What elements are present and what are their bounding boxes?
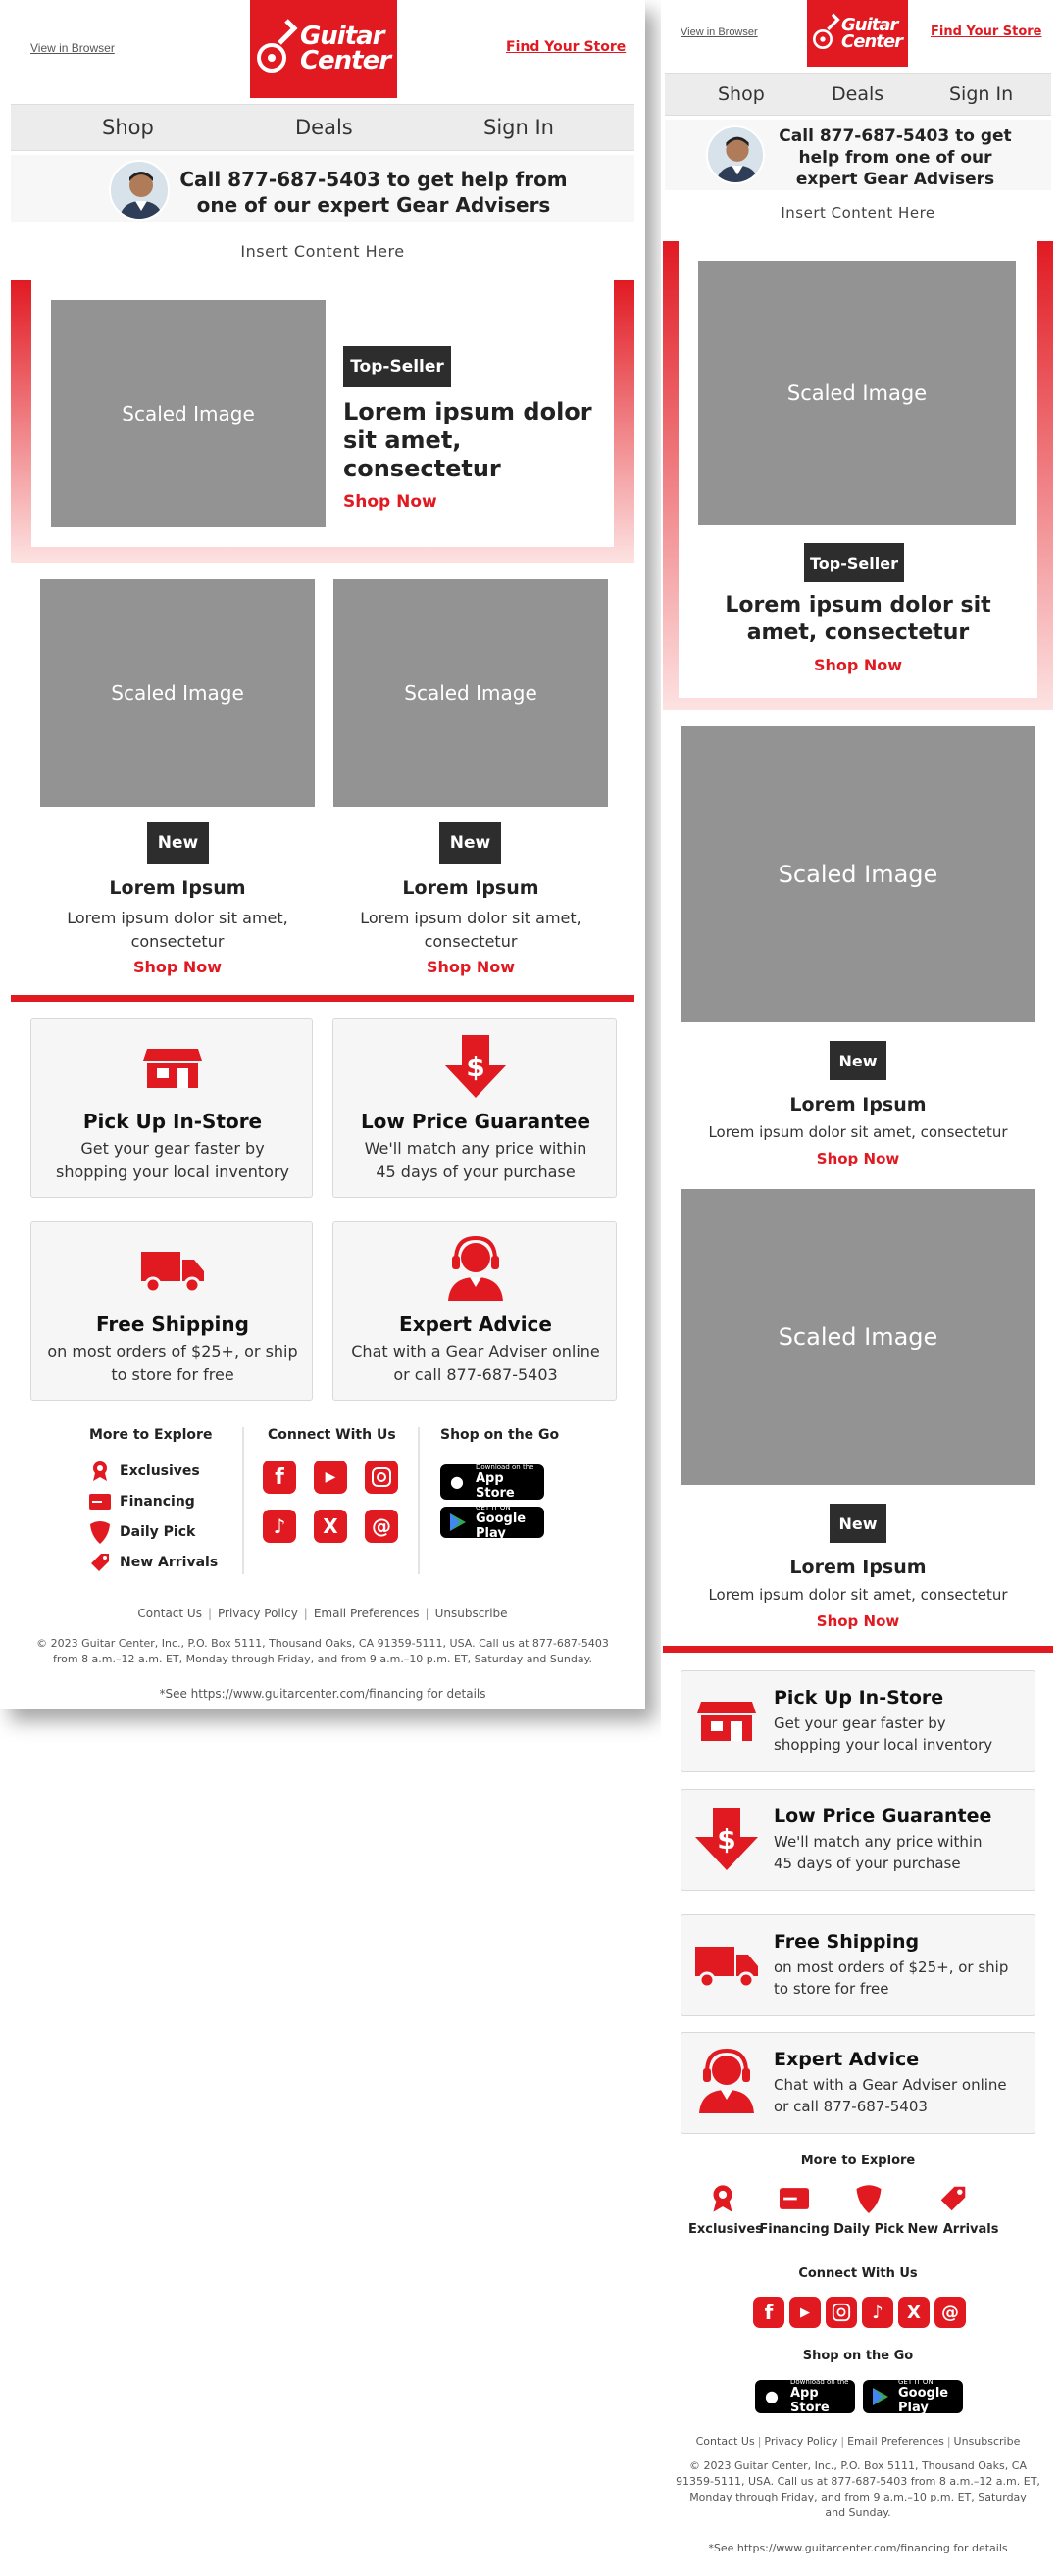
mobile-red-divider bbox=[663, 1646, 1053, 1653]
mobile-financing-note: *See https://www.guitarcenter.com/financing for details bbox=[708, 2542, 1008, 2554]
mobile-product-1-title[interactable]: Lorem Ipsum bbox=[789, 1094, 927, 1115]
mobile-hero-scaled-image[interactable]: Scaled Image bbox=[698, 261, 1016, 525]
mobile-privacy-policy-link[interactable]: Privacy Policy bbox=[764, 2435, 838, 2448]
explore-label-daily-pick: Daily Pick bbox=[120, 1524, 196, 1540]
legal-text bbox=[0, 1636, 645, 1667]
mobile-benefit-desc-advice bbox=[774, 2074, 1007, 2117]
mobile-google-play-badge[interactable] bbox=[863, 2380, 963, 2413]
mobile-tiktok-icon[interactable]: ♪ bbox=[862, 2297, 893, 2328]
mobile-app-store-badge[interactable] bbox=[755, 2380, 855, 2413]
mobile-connect-with-us-heading: Connect With Us bbox=[798, 2266, 918, 2281]
product-1-new-badge: New bbox=[147, 822, 209, 864]
mobile-explore-item-daily-pick[interactable] bbox=[832, 2184, 906, 2237]
top-seller-badge: Top-Seller bbox=[343, 346, 451, 387]
mobile-call-banner bbox=[665, 120, 1051, 190]
mobile-explore-label-exclusives: Exclusives bbox=[688, 2222, 763, 2237]
mobile-email-preferences-link[interactable]: Email Preferences bbox=[847, 2435, 944, 2448]
mobile-nav-shop[interactable]: Shop bbox=[718, 83, 765, 105]
mobile-benefit-card-shipping[interactable] bbox=[681, 1914, 1035, 2016]
threads-icon[interactable]: @ bbox=[365, 1510, 398, 1543]
delivery-truck-icon bbox=[141, 1248, 204, 1293]
mobile-explore-label-daily-pick: Daily Pick bbox=[833, 2222, 904, 2237]
product-1-desc-line-1: Lorem ipsum dolor sit amet, bbox=[67, 909, 288, 927]
mobile-hero-title[interactable] bbox=[679, 592, 1037, 647]
mobile-explore-item-exclusives[interactable] bbox=[688, 2184, 763, 2237]
footer-links: Contact Us | Privacy Policy | Email Preferences | Unsubscribe bbox=[137, 1607, 508, 1620]
find-your-store-link[interactable]: Find Your Store bbox=[506, 39, 627, 55]
guitar-icon bbox=[257, 19, 298, 79]
instagram-icon[interactable] bbox=[365, 1461, 398, 1494]
mobile-instagram-icon[interactable] bbox=[826, 2297, 857, 2328]
hero-card bbox=[31, 280, 614, 547]
mobile-benefit-desc-shipping-line-2: to store for free bbox=[774, 1980, 889, 1998]
mobile-benefit-card-price[interactable] bbox=[681, 1789, 1035, 1891]
mobile-product-2-scaled-image[interactable]: Scaled Image bbox=[681, 1189, 1035, 1485]
mobile-youtube-icon[interactable]: ▶ bbox=[789, 2297, 821, 2328]
benefit-card-price[interactable] bbox=[332, 1018, 617, 1198]
mobile-nav-deals[interactable]: Deals bbox=[832, 83, 884, 105]
app-store-big: App Store bbox=[476, 1471, 515, 1501]
call-banner bbox=[11, 155, 634, 222]
mobile-benefit-card-pickup[interactable] bbox=[681, 1670, 1035, 1772]
product-2-new-badge: New bbox=[439, 822, 501, 864]
mobile-benefit-desc-pickup-line-1: Get your gear faster by bbox=[774, 1714, 946, 1732]
mobile-threads-icon[interactable]: @ bbox=[934, 2297, 966, 2328]
mobile-top-seller-badge: Top-Seller bbox=[804, 543, 904, 582]
benefit-title-shipping: Free Shipping bbox=[96, 1313, 249, 1336]
benefit-title-pickup: Pick Up In-Store bbox=[82, 1110, 263, 1133]
mobile-benefit-title-advice: Expert Advice bbox=[774, 2049, 920, 2070]
mobile-product-1-scaled-image[interactable]: Scaled Image bbox=[681, 726, 1035, 1022]
mobile-find-your-store-link[interactable]: Find Your Store bbox=[931, 25, 1042, 39]
legal-line-1: © 2023 Guitar Center, Inc., P.O. Box 5111, Thousand Oaks, CA 91359-5111, USA. Call us at 877-687-5403 bbox=[36, 1637, 609, 1650]
red-divider bbox=[11, 995, 634, 1002]
mobile-guitar-center-logo[interactable] bbox=[807, 0, 908, 67]
mobile-benefit-desc-pickup bbox=[774, 1712, 992, 1756]
benefit-desc-price-line-1: We'll match any price within bbox=[364, 1139, 587, 1158]
mobile-email-panel bbox=[661, 0, 1055, 2576]
mobile-legal-line-4: and Sunday. bbox=[825, 2506, 891, 2519]
tiktok-icon[interactable]: ♪ bbox=[263, 1510, 296, 1543]
mobile-hero-section bbox=[663, 241, 1053, 710]
benefit-desc-shipping-line-2: to store for free bbox=[111, 1365, 234, 1384]
mobile-hero-title-line-1: Lorem ipsum dolor sit bbox=[725, 593, 991, 618]
nav-deals[interactable]: Deals bbox=[295, 116, 353, 139]
footer-col-divider-2 bbox=[418, 1427, 420, 1574]
product-1-desc bbox=[40, 907, 315, 954]
mobile-x-icon[interactable]: X bbox=[898, 2297, 930, 2328]
benefit-desc-pickup bbox=[31, 1137, 314, 1184]
mobile-hero-card bbox=[679, 241, 1037, 698]
mobile-legal-line-2: 91359-5111, USA. Call us at 877-687-5403 from 8 a.m.–12 a.m. ET, bbox=[676, 2475, 1040, 2488]
new-tag-icon bbox=[89, 1552, 111, 1573]
mobile-benefit-desc-pickup-line-2: shopping your local inventory bbox=[774, 1736, 993, 1754]
email-preferences-link[interactable]: Email Preferences bbox=[313, 1607, 420, 1620]
nav-bar bbox=[11, 104, 634, 151]
mobile-shop-on-the-go-heading: Shop on the Go bbox=[802, 2349, 914, 2363]
mobile-nav-bar bbox=[665, 73, 1051, 116]
mobile-more-to-explore-heading: More to Explore bbox=[800, 2154, 916, 2168]
benefit-desc-advice-line-1: Chat with a Gear Adviser online bbox=[351, 1342, 600, 1361]
mobile-view-in-browser-link[interactable]: View in Browser bbox=[681, 26, 758, 38]
mobile-legal-line-1: © 2023 Guitar Center, Inc., P.O. Box 5111, Thousand Oaks, CA bbox=[689, 2459, 1027, 2472]
benefit-desc-shipping-line-1: on most orders of $25+, or ship bbox=[47, 1342, 298, 1361]
mobile-legal-line-3: Monday through Friday, and from 9 a.m.–10 p.m. ET, Saturday bbox=[689, 2491, 1027, 2503]
mobile-logo-line-2: Center bbox=[841, 31, 902, 52]
mobile-call-line-1: Call 877-687-5403 to get bbox=[779, 126, 1012, 146]
footer-col-divider-1 bbox=[242, 1427, 244, 1574]
benefit-desc-advice-line-2: or call 877-687-5403 bbox=[393, 1365, 558, 1384]
adviser-avatar bbox=[109, 160, 170, 221]
credit-card-icon bbox=[89, 1494, 111, 1510]
youtube-icon[interactable]: ▶ bbox=[314, 1461, 347, 1494]
mobile-benefit-desc-shipping-line-1: on most orders of $25+, or ship bbox=[774, 1958, 1009, 1976]
mobile-benefit-desc-price bbox=[774, 1831, 983, 1874]
benefit-desc-price bbox=[333, 1137, 618, 1184]
hero-shop-now-link[interactable]: Shop Now bbox=[343, 492, 437, 512]
legal-line-2: from 8 a.m.–12 a.m. ET, Monday through Friday, and from 9 a.m.–10 p.m. ET, Saturday and Sunday. bbox=[52, 1653, 593, 1665]
connect-with-us-heading: Connect With Us bbox=[268, 1427, 396, 1443]
mobile-storefront-icon bbox=[697, 1700, 756, 1741]
mobile-app-store-big: App Store bbox=[790, 2386, 830, 2415]
hero-section bbox=[11, 280, 634, 563]
svg-text:$: $ bbox=[717, 1823, 736, 1856]
mobile-call-text[interactable] bbox=[763, 125, 1028, 190]
mobile-footer-links: Contact Us | Privacy Policy | Email Preferences | Unsubscribe bbox=[695, 2435, 1021, 2448]
benefit-card-shipping[interactable] bbox=[30, 1221, 313, 1401]
mobile-legal-text bbox=[661, 2458, 1055, 2521]
mobile-guitar-icon bbox=[813, 13, 840, 54]
insert-content-placeholder: Insert Content Here bbox=[240, 242, 405, 261]
mobile-facebook-icon[interactable]: f bbox=[753, 2297, 784, 2328]
mobile-insert-content-placeholder: Insert Content Here bbox=[781, 204, 935, 222]
nav-shop[interactable]: Shop bbox=[102, 116, 154, 139]
adviser-portrait-icon bbox=[111, 162, 170, 221]
contact-us-link[interactable]: Contact Us bbox=[137, 1607, 202, 1620]
product-2-scaled-image[interactable]: Scaled Image bbox=[333, 579, 608, 807]
mobile-headset-adviser-icon bbox=[695, 2049, 758, 2113]
explore-label-exclusives: Exclusives bbox=[120, 1463, 200, 1479]
benefit-card-pickup[interactable] bbox=[30, 1018, 313, 1198]
product-1-title[interactable]: Lorem Ipsum bbox=[109, 877, 246, 899]
guitar-pick-icon bbox=[89, 1520, 111, 1544]
explore-item-daily-pick[interactable] bbox=[89, 1521, 195, 1543]
mobile-benefit-title-pickup: Pick Up In-Store bbox=[774, 1687, 944, 1709]
product-2-shop-now-link[interactable]: Shop Now bbox=[426, 958, 516, 976]
x-icon[interactable]: X bbox=[314, 1510, 347, 1543]
mobile-google-play-big: Google Play bbox=[898, 2386, 949, 2415]
more-to-explore-heading: More to Explore bbox=[89, 1427, 213, 1443]
benefit-desc-shipping bbox=[31, 1340, 314, 1387]
product-1-desc-line-2: consectetur bbox=[130, 932, 225, 951]
mobile-product-1-new-badge: New bbox=[830, 1041, 886, 1080]
mobile-explore-label-new-arrivals: New Arrivals bbox=[907, 2222, 999, 2237]
app-store-badge[interactable] bbox=[440, 1464, 544, 1500]
hero-title-line-3: consectetur bbox=[343, 455, 501, 482]
shop-on-the-go-heading: Shop on the Go bbox=[440, 1427, 560, 1443]
product-2-desc-line-2: consectetur bbox=[424, 932, 518, 951]
google-play-big: Google Play bbox=[476, 1511, 527, 1541]
mobile-benefit-card-advice[interactable] bbox=[681, 2032, 1035, 2134]
mobile-call-line-2: help from one of our bbox=[798, 148, 992, 168]
benefit-title-price: Low Price Guarantee bbox=[360, 1110, 591, 1133]
mobile-guitar-pick-icon bbox=[854, 2184, 883, 2213]
google-play-small: GET IT ON bbox=[476, 1504, 511, 1511]
mobile-explore-item-financing[interactable] bbox=[757, 2184, 832, 2237]
mobile-product-2-title[interactable]: Lorem Ipsum bbox=[789, 1557, 927, 1578]
hero-scaled-image[interactable]: Scaled Image bbox=[51, 300, 326, 527]
view-in-browser-link[interactable]: View in Browser bbox=[30, 41, 115, 55]
headset-adviser-icon bbox=[444, 1236, 507, 1301]
benefit-desc-advice bbox=[333, 1340, 618, 1387]
mobile-delivery-truck-icon bbox=[695, 1943, 758, 1988]
benefit-title-advice: Expert Advice bbox=[399, 1313, 552, 1336]
benefit-desc-pickup-line-2: shopping your local inventory bbox=[56, 1163, 289, 1181]
mobile-benefit-desc-advice-line-1: Chat with a Gear Adviser online bbox=[774, 2076, 1007, 2094]
benefit-desc-price-line-2: 45 days of your purchase bbox=[376, 1163, 576, 1181]
call-line-2: one of our expert Gear Advisers bbox=[196, 193, 551, 217]
explore-label-new-arrivals: New Arrivals bbox=[120, 1555, 219, 1570]
mobile-hero-shop-now-link[interactable]: Shop Now bbox=[813, 656, 903, 674]
logo-line-2: Center bbox=[299, 46, 391, 75]
mobile-product-2-new-badge: New bbox=[830, 1504, 886, 1543]
explore-label-financing: Financing bbox=[120, 1494, 195, 1510]
mobile-product-2-shop-now-link[interactable]: Shop Now bbox=[816, 1612, 900, 1630]
product-1-scaled-image[interactable]: Scaled Image bbox=[40, 579, 315, 807]
storefront-icon bbox=[143, 1047, 202, 1088]
benefit-card-advice[interactable] bbox=[332, 1221, 617, 1401]
mobile-adviser-avatar bbox=[706, 125, 765, 184]
mobile-unsubscribe-link[interactable]: Unsubscribe bbox=[953, 2435, 1021, 2448]
mobile-explore-item-new-arrivals[interactable] bbox=[906, 2184, 1000, 2237]
award-ribbon-icon bbox=[89, 1461, 111, 1482]
product-1-shop-now-link[interactable]: Shop Now bbox=[132, 958, 223, 976]
mobile-nav-sign-in[interactable]: Sign In bbox=[949, 83, 1014, 105]
mobile-call-line-3: expert Gear Advisers bbox=[795, 170, 995, 189]
mobile-contact-us-link[interactable]: Contact Us bbox=[695, 2435, 755, 2448]
apple-icon: ● bbox=[450, 1472, 464, 1491]
call-line-1: Call 877-687-5403 to get help from bbox=[179, 168, 568, 191]
product-2-desc-line-1: Lorem ipsum dolor sit amet, bbox=[360, 909, 581, 927]
hero-title-line-2: sit amet, bbox=[343, 426, 462, 454]
benefit-desc-pickup-line-1: Get your gear faster by bbox=[80, 1139, 265, 1158]
mobile-adviser-portrait-icon bbox=[708, 127, 765, 184]
hero-title[interactable] bbox=[343, 398, 608, 483]
mobile-hero-title-line-2: amet, consectetur bbox=[746, 620, 970, 645]
mobile-benefit-desc-price-line-1: We'll match any price within bbox=[774, 1833, 983, 1851]
google-play-badge[interactable] bbox=[440, 1504, 544, 1541]
desktop-email-panel bbox=[0, 0, 645, 1709]
hero-title-line-1: Lorem ipsum dolor bbox=[343, 398, 592, 425]
mobile-benefit-title-shipping: Free Shipping bbox=[774, 1931, 920, 1953]
mobile-benefit-desc-advice-line-2: or call 877-687-5403 bbox=[774, 2098, 928, 2115]
mobile-explore-label-financing: Financing bbox=[759, 2222, 830, 2237]
privacy-policy-link[interactable]: Privacy Policy bbox=[218, 1607, 298, 1620]
call-text[interactable] bbox=[168, 167, 580, 218]
explore-item-new-arrivals[interactable] bbox=[89, 1552, 218, 1573]
app-store-small: Download on the bbox=[476, 1463, 534, 1471]
product-2-desc bbox=[333, 907, 608, 954]
google-play-icon bbox=[450, 1513, 466, 1531]
explore-item-exclusives[interactable] bbox=[89, 1461, 200, 1482]
product-2-title[interactable]: Lorem Ipsum bbox=[402, 877, 539, 899]
mobile-benefit-desc-shipping bbox=[774, 1957, 1008, 2000]
facebook-icon[interactable]: f bbox=[263, 1461, 296, 1494]
mobile-product-1-desc: Lorem ipsum dolor sit amet, consectetur bbox=[708, 1123, 1008, 1141]
mobile-logo-line-1: Guitar bbox=[841, 14, 898, 35]
mobile-product-2-desc: Lorem ipsum dolor sit amet, consectetur bbox=[708, 1586, 1008, 1604]
price-tag-dollar-icon bbox=[444, 1035, 507, 1098]
mobile-benefit-desc-price-line-2: 45 days of your purchase bbox=[774, 1855, 961, 1872]
mobile-credit-card-icon bbox=[780, 2184, 809, 2213]
nav-sign-in[interactable]: Sign In bbox=[483, 116, 554, 139]
mobile-google-play-small: GET IT ON bbox=[898, 2378, 934, 2386]
explore-item-financing[interactable] bbox=[89, 1491, 195, 1512]
mobile-award-ribbon-icon bbox=[708, 2184, 737, 2213]
mobile-apple-icon: ● bbox=[765, 2387, 779, 2405]
mobile-new-tag-icon bbox=[938, 2184, 968, 2213]
unsubscribe-link[interactable]: Unsubscribe bbox=[434, 1607, 508, 1620]
guitar-center-logo[interactable] bbox=[250, 0, 397, 98]
svg-text:$: $ bbox=[466, 1051, 485, 1083]
mobile-benefit-title-price: Low Price Guarantee bbox=[774, 1806, 992, 1827]
financing-note: *See https://www.guitarcenter.com/financing for details bbox=[159, 1687, 486, 1701]
mobile-app-store-small: Download on the bbox=[790, 2378, 849, 2386]
mobile-product-1-shop-now-link[interactable]: Shop Now bbox=[816, 1150, 900, 1167]
logo-line-1: Guitar bbox=[299, 22, 384, 52]
mobile-google-play-icon bbox=[873, 2388, 888, 2405]
mobile-price-tag-dollar-icon bbox=[695, 1808, 758, 1870]
